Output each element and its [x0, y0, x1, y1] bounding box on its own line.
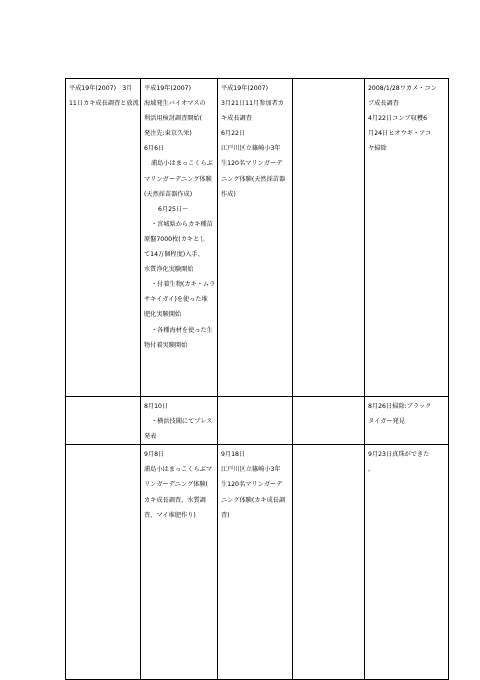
cell-text-line: 8月26日掃除:ブラック — [368, 403, 432, 410]
cell-text-line: ・各種海材を使った生 — [151, 326, 213, 334]
cell-text-line: 。 — [368, 466, 375, 474]
cell-text-line: ブ成長調査 — [368, 100, 399, 108]
cell-r2-c5 — [365, 397, 449, 445]
cell-text-line: マリンガーデニング体験 — [144, 175, 212, 183]
cell-text-line: 9月8日 — [144, 451, 165, 459]
cell-text-line: ニング体験(天然採苗器 — [221, 175, 286, 183]
table-row-2 — [66, 397, 449, 445]
cell-r2-c1 — [66, 397, 141, 445]
cell-text-line: 発表 — [144, 433, 157, 441]
cell-r2-c3 — [218, 397, 293, 445]
cell-text-line: 11日カキ成長調査と放流 — [69, 100, 139, 108]
cell-text-line: 2008/1/28ワカメ・コン — [368, 85, 437, 92]
cell-r1-c4 — [293, 79, 365, 397]
cell-text-line: 6月25日～ — [158, 205, 189, 213]
cell-text-line: 平成19年(2007) — [144, 85, 192, 92]
cell-r2-c4 — [293, 397, 365, 445]
cell-text-line: 査、マイ堆肥作り) — [144, 511, 196, 519]
cell-r3-c3 — [218, 445, 293, 680]
cell-text-line: 4月22日コンブ収穫6 — [368, 115, 428, 123]
cell-text-line: 9月18日 — [221, 451, 246, 459]
cell-text-line: 9月23日真珠ができた — [368, 451, 430, 459]
cell-text-line: 6月22日 — [221, 130, 246, 138]
cell-text-line: 査) — [221, 511, 230, 519]
cell-text-line: 6月6日 — [144, 145, 165, 153]
cell-text-line: ・横浜技聞にてプレス — [151, 418, 213, 426]
cell-r1-c5 — [365, 79, 449, 397]
cell-text-line: (天然採苗器作成) — [144, 190, 193, 198]
cell-text-line: 利活用検討調査開始( — [144, 115, 203, 123]
cell-text-line: キ成長調査 — [221, 115, 252, 123]
cell-text-line: 平成19年(2007) — [221, 85, 269, 92]
cell-text-line: 生120名マリンガーデ — [221, 481, 283, 489]
cell-r3-c1 — [66, 445, 141, 680]
cell-text-line: 江戸川区立篠崎小3年 — [221, 466, 281, 474]
cell-text-line: ヤ掃除 — [368, 145, 387, 153]
cell-r3-c2 — [141, 445, 218, 680]
cell-text-line: 作成) — [221, 190, 236, 198]
cell-text-line: カキ成長調査、水質調 — [144, 496, 206, 504]
cell-text-line: サキイガイ)を使った堆 — [144, 296, 208, 304]
activity-table — [65, 78, 449, 680]
cell-text-line: 海域発生バイオマスの — [144, 100, 206, 108]
cell-text-line: ・宮城県からカキ種苗 — [151, 220, 213, 228]
cell-text-line: 肥化実験開始 — [144, 311, 182, 319]
cell-r1-c3 — [218, 79, 293, 397]
cell-text-line: 原盤7000枚(カキとし — [144, 235, 206, 243]
cell-text-line: 江戸川区立篠崎小3年 — [221, 145, 281, 153]
cell-text-line: 物付着実験開始 — [144, 341, 188, 349]
cell-r1-c2 — [141, 79, 218, 397]
cell-r1-c1 — [66, 79, 141, 397]
cell-text-line: 平成19年(2007) 3月 — [69, 85, 133, 92]
cell-text-line: リンガーデニング体験( — [144, 481, 208, 489]
cell-text-line: 月24日ヒオウギ・アコ — [368, 130, 432, 138]
cell-r3-c5 — [365, 445, 449, 680]
cell-text-line: 浦島小はまっこくらぶマ — [144, 466, 213, 474]
cell-text-line: ニング体験(カキ成長調 — [221, 496, 286, 504]
cell-text-line: 8月10日 — [144, 403, 169, 410]
cell-text-line: 生120名マリンガーデ — [221, 160, 283, 168]
cell-r2-c2 — [141, 397, 218, 445]
cell-text-line: て14万個程度)入手、 — [144, 251, 204, 259]
cell-r3-c4 — [293, 445, 365, 680]
table-row-1 — [66, 79, 449, 397]
cell-text-line: 水質浄化実験開始 — [144, 266, 194, 274]
cell-text-line: ・付着生物(カキ・ムラ — [151, 281, 216, 289]
cell-text-line: タイガー発見 — [368, 418, 405, 426]
table-row-3 — [66, 445, 449, 680]
cell-text-line: 浦島小はまっこくらぶ — [151, 160, 213, 168]
cell-text-line: 3月21日11月参加者カ — [221, 100, 284, 108]
cell-text-line: 発注先:東京久栄) — [144, 130, 192, 138]
